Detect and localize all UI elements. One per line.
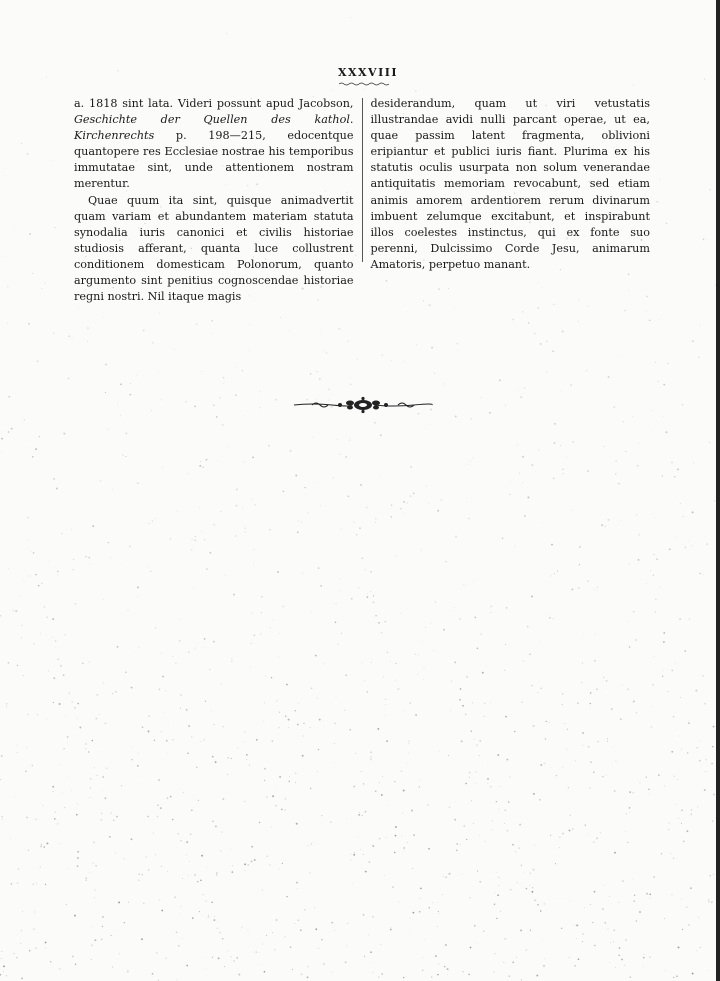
column-divider [362, 98, 363, 262]
paragraph-text: a. 1818 sint lata. Videri possunt apud Jacobson, [74, 97, 354, 110]
left-paragraph-2: Quae quum ita sint, quisque animadvertit quam variam et abundantem materiam statuta synodalia iuris canonici et civilis historiae studiosis afferant, quanta luce collustrent conditionem domesticam Polonorum, quanto argumento sint penitius cognoscendae historiae regni nostri. Nil itaque magis [74, 193, 354, 304]
text-columns [74, 96, 650, 305]
right-column [364, 96, 650, 305]
ornament-divider [292, 396, 434, 414]
page-number: XXXVIII [337, 66, 399, 79]
left-column [74, 96, 360, 305]
page-edge-shadow [716, 0, 720, 981]
paragraph-text: p. 198—215, edocentque quantopere res Ecclesiae nostrae his temporibus immutatae sint, unde attentionem nostram merentur. [74, 129, 354, 191]
left-paragraph-1 [74, 96, 354, 193]
page-number-wavy-rule [339, 82, 389, 86]
right-paragraph-1: desiderandum, quam ut viri vetustatis illustrandae avidi nulli parcant operae, ut ea, quae passim latent fragmenta, oblivioni eripiantur et publici iuris fiant. Plurima ex his statutis oculis usurpata non solum venerandae antiquitatis memoriam revocabunt, sed etiam animis amorem ardentiorem rerum divinarum imbuent zelumque excitabunt, et inspirabunt illos coelestes instinctus, qui ex fonte suo perenni, Dulcissimo Corde Jesu, animarum Amatoris, perpetuo manant. [370, 97, 650, 271]
book-title: Geschichte der Quellen des kathol. Kirchenrechts [74, 113, 354, 143]
